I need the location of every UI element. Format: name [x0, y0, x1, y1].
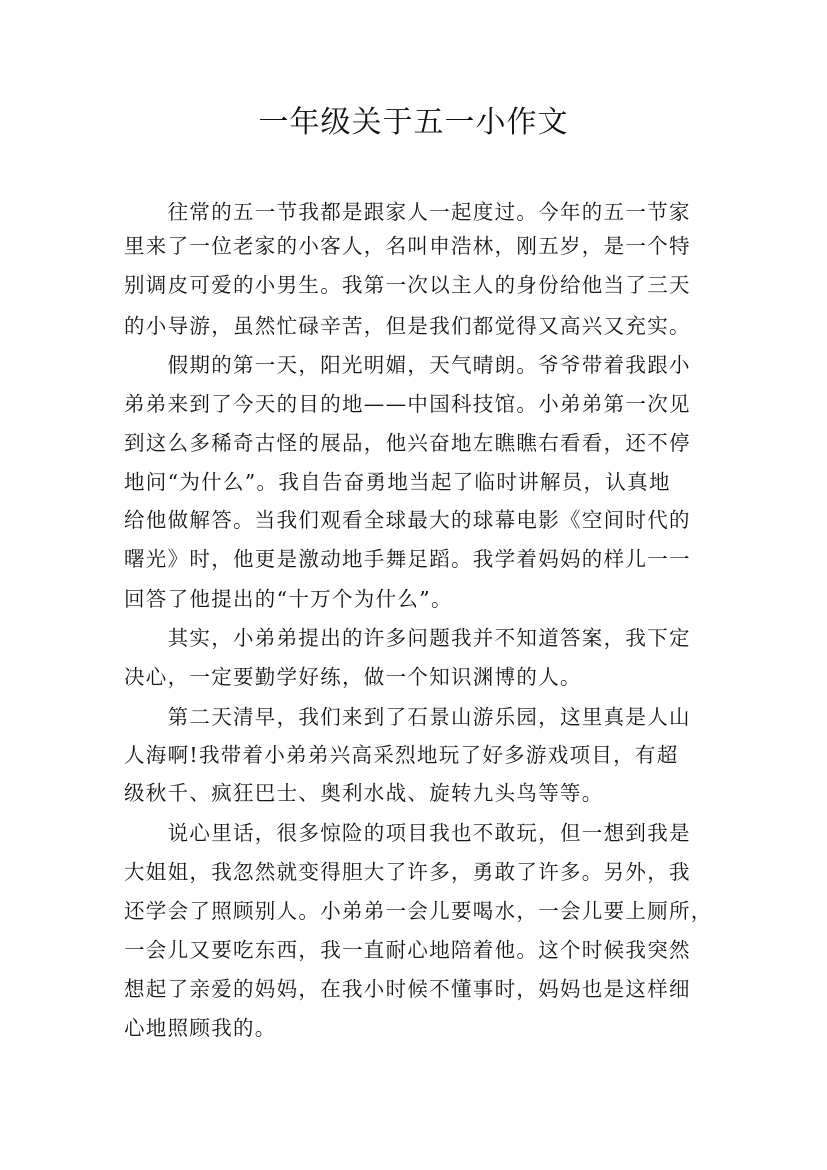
text-line: 曙光》时，他更是激动地手舞足蹈。我学着妈妈的样儿一一 — [124, 547, 691, 571]
text-line: 假期的第一天，阳光明媚，天气晴朗。爷爷带着我跟小 — [124, 353, 691, 377]
text-line: 地问“为什么”。我自告奋勇地当起了临时讲解员，认真地 — [124, 470, 671, 494]
text-line: 大姐姐，我忽然就变得胆大了许多，勇敢了许多。另外，我 — [124, 860, 691, 884]
text-line: 给他做解答。当我们观看全球最大的球幕电影《空间时代的 — [124, 508, 691, 532]
text-line: 其实，小弟弟提出的许多问题我并不知道答案，我下定 — [124, 626, 691, 650]
text-line: 往常的五一节我都是跟家人一起度过。今年的五一节家 — [124, 200, 691, 224]
text-line: 想起了亲爱的妈妈，在我小时候不懂事时，妈妈也是这样细 — [124, 977, 691, 1001]
text-line: 说心里话，很多惊险的项目我也不敢玩，但一想到我是 — [124, 821, 691, 845]
text-line: 弟弟来到了今天的目的地——中国科技馆。小弟弟第一次见 — [124, 392, 691, 416]
text-line: 回答了他提出的“十万个为什么”。 — [124, 587, 453, 611]
text-line: 一会儿又要吃东西，我一直耐心地陪着他。这个时候我突然 — [124, 938, 691, 962]
text-line: 还学会了照顾别人。小弟弟一会儿要喝水，一会儿要上厕所， — [124, 899, 713, 923]
text-line: 决心，一定要勤学好练，做一个知识渊博的人。 — [124, 665, 582, 689]
text-line: 心地照顾我的。 — [124, 1016, 277, 1040]
text-line: 到这么多稀奇古怪的展品，他兴奋地左瞧瞧右看看，还不停 — [124, 431, 691, 455]
text-line: 的小导游，虽然忙碌辛苦，但是我们都觉得又高兴又充实。 — [124, 314, 691, 338]
text-line: 人海啊!我带着小弟弟兴高采烈地玩了好多游戏项目，有超 — [124, 743, 679, 767]
text-line: 里来了一位老家的小客人，名叫申浩林，刚五岁，是一个特 — [124, 234, 691, 258]
text-line: 别调皮可爱的小男生。我第一次以主人的身份给他当了三天 — [124, 273, 691, 297]
text-line: 第二天清早，我们来到了石景山游乐园，这里真是人山 — [124, 705, 691, 729]
document-title: 一年级关于五一小作文 — [258, 105, 569, 140]
text-line: 级秋千、疯狂巴士、奥利水战、旋转九头鸟等等。 — [124, 781, 604, 805]
